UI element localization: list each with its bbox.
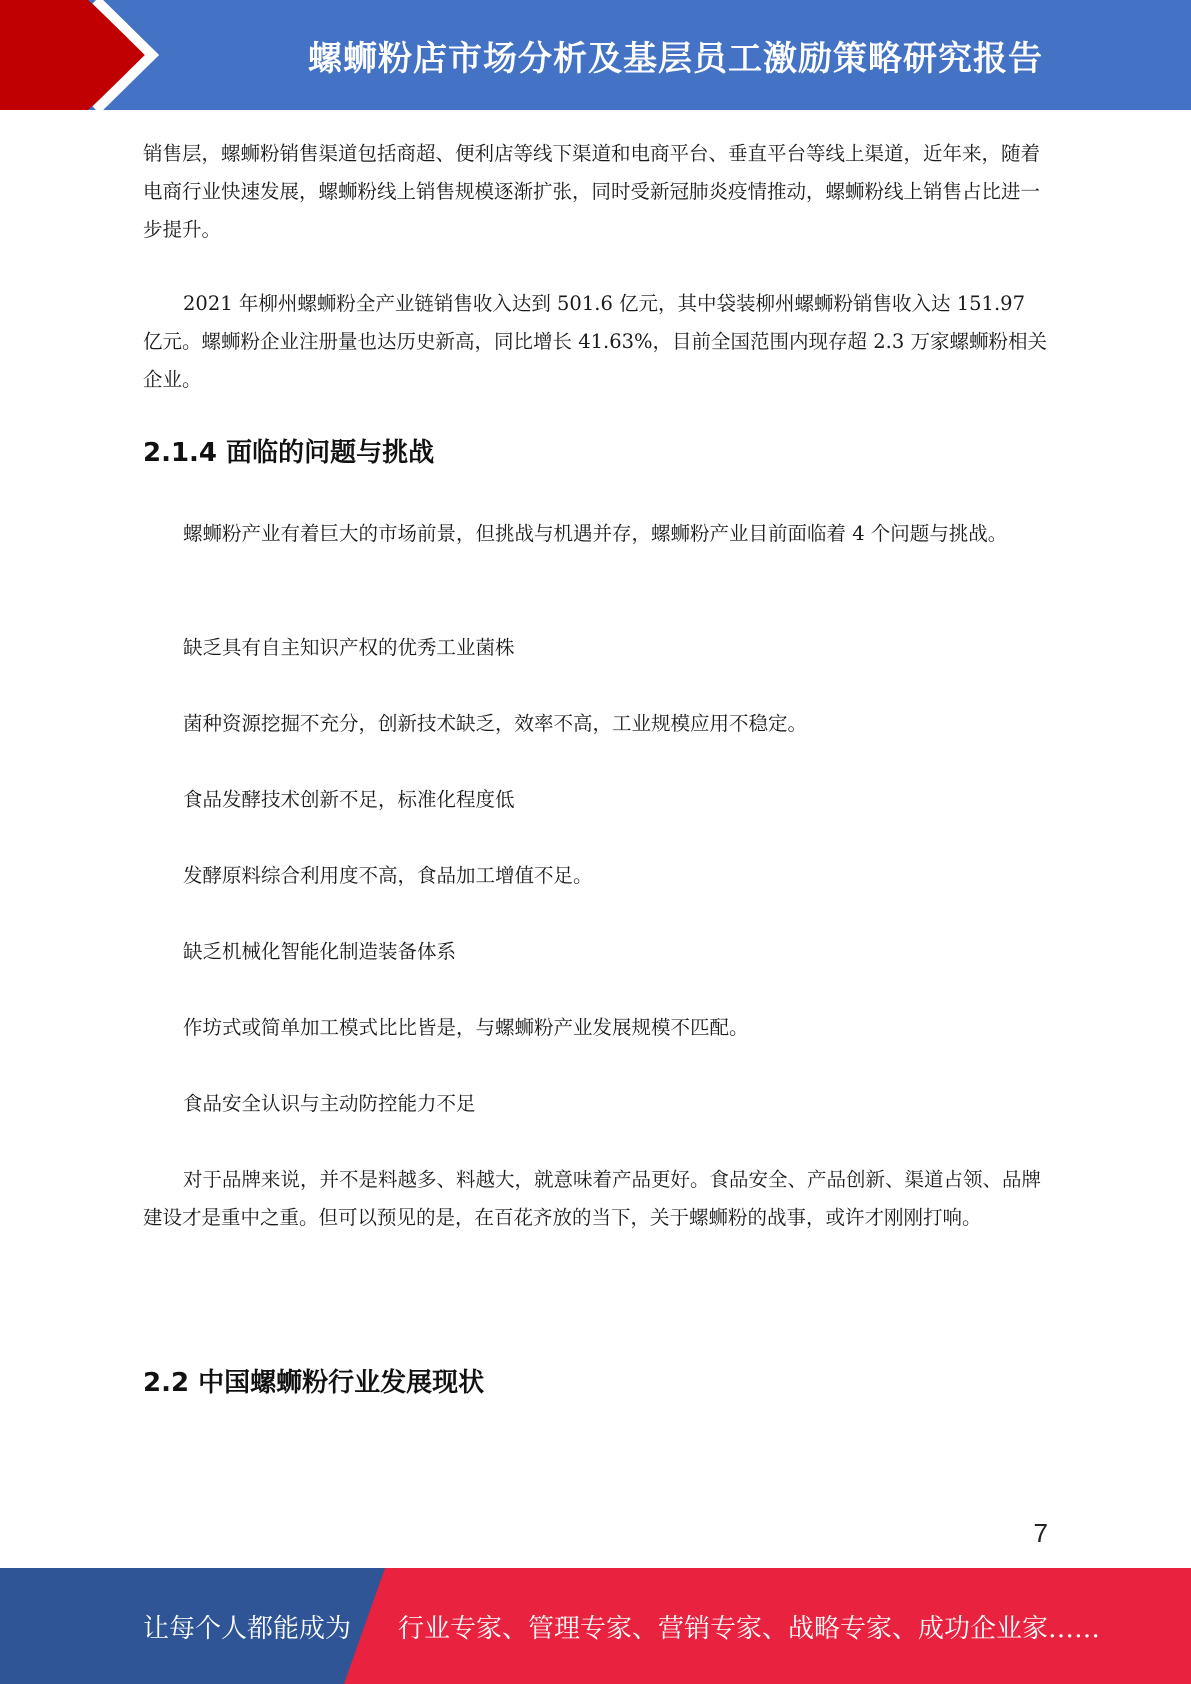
section-heading-2-1-4: 2.1.4 面临的问题与挑战 bbox=[143, 438, 435, 468]
list-item: 作坊式或简单加工模式比比皆是，与螺蛳粉产业发展规模不匹配。 bbox=[183, 1016, 749, 1039]
list-item: 食品安全认识与主动防控能力不足 bbox=[183, 1092, 476, 1115]
document-title: 螺蛳粉店市场分析及基层员工激励策略研究报告 bbox=[308, 38, 1043, 79]
list-item: 缺乏具有自主知识产权的优秀工业菌株 bbox=[183, 636, 515, 659]
paragraph-revenue-2021: 2021 年柳州螺蛳粉全产业链销售收入达到 501.6 亿元，其中袋装柳州螺蛳粉销售收入达 151.97 亿元。螺蛳粉企业注册量也达历史新高，同比增长 41.63%，目前全国范围内现存超 2.3 万家螺蛳粉相关企业。 bbox=[143, 292, 1047, 391]
paragraph-conclusion: 对于品牌来说，并不是料越多、料越大，就意味着产品更好。食品安全、产品创新、渠道占领、品牌建设才是重中之重。但可以预见的是，在百花齐放的当下，关于螺蛳粉的战事，或许才刚刚打响。 bbox=[143, 1168, 1042, 1229]
page-number: 7 bbox=[1033, 1518, 1048, 1548]
list-item: 菌种资源挖掘不充分，创新技术缺乏，效率不高，工业规模应用不稳定。 bbox=[183, 712, 808, 735]
list-item: 发酵原料综合利用度不高，食品加工增值不足。 bbox=[183, 864, 593, 887]
footer-slogan-left: 让每个人都能成为 bbox=[143, 1613, 352, 1644]
section-heading-2-2: 2.2 中国螺蛳粉行业发展现状 bbox=[143, 1368, 485, 1398]
paragraph-sales-channels: 销售层，螺蛳粉销售渠道包括商超、便利店等线下渠道和电商平台、垂直平台等线上渠道，近年来，随着电商行业快速发展，螺蛳粉线上销售规模逐渐扩张，同时受新冠肺炎疫情推动，螺蛳粉线上销售占比进一步提升。 bbox=[143, 142, 1041, 241]
paragraph-challenges-intro: 螺蛳粉产业有着巨大的市场前景，但挑战与机遇并存，螺蛳粉产业目前面临着 4 个问题与挑战。 bbox=[183, 522, 1008, 545]
list-item: 缺乏机械化智能化制造装备体系 bbox=[183, 940, 457, 963]
list-item: 食品发酵技术创新不足，标准化程度低 bbox=[183, 788, 515, 811]
footer-slogan-right: 行业专家、管理专家、营销专家、战略专家、成功企业家…… bbox=[398, 1613, 1101, 1644]
